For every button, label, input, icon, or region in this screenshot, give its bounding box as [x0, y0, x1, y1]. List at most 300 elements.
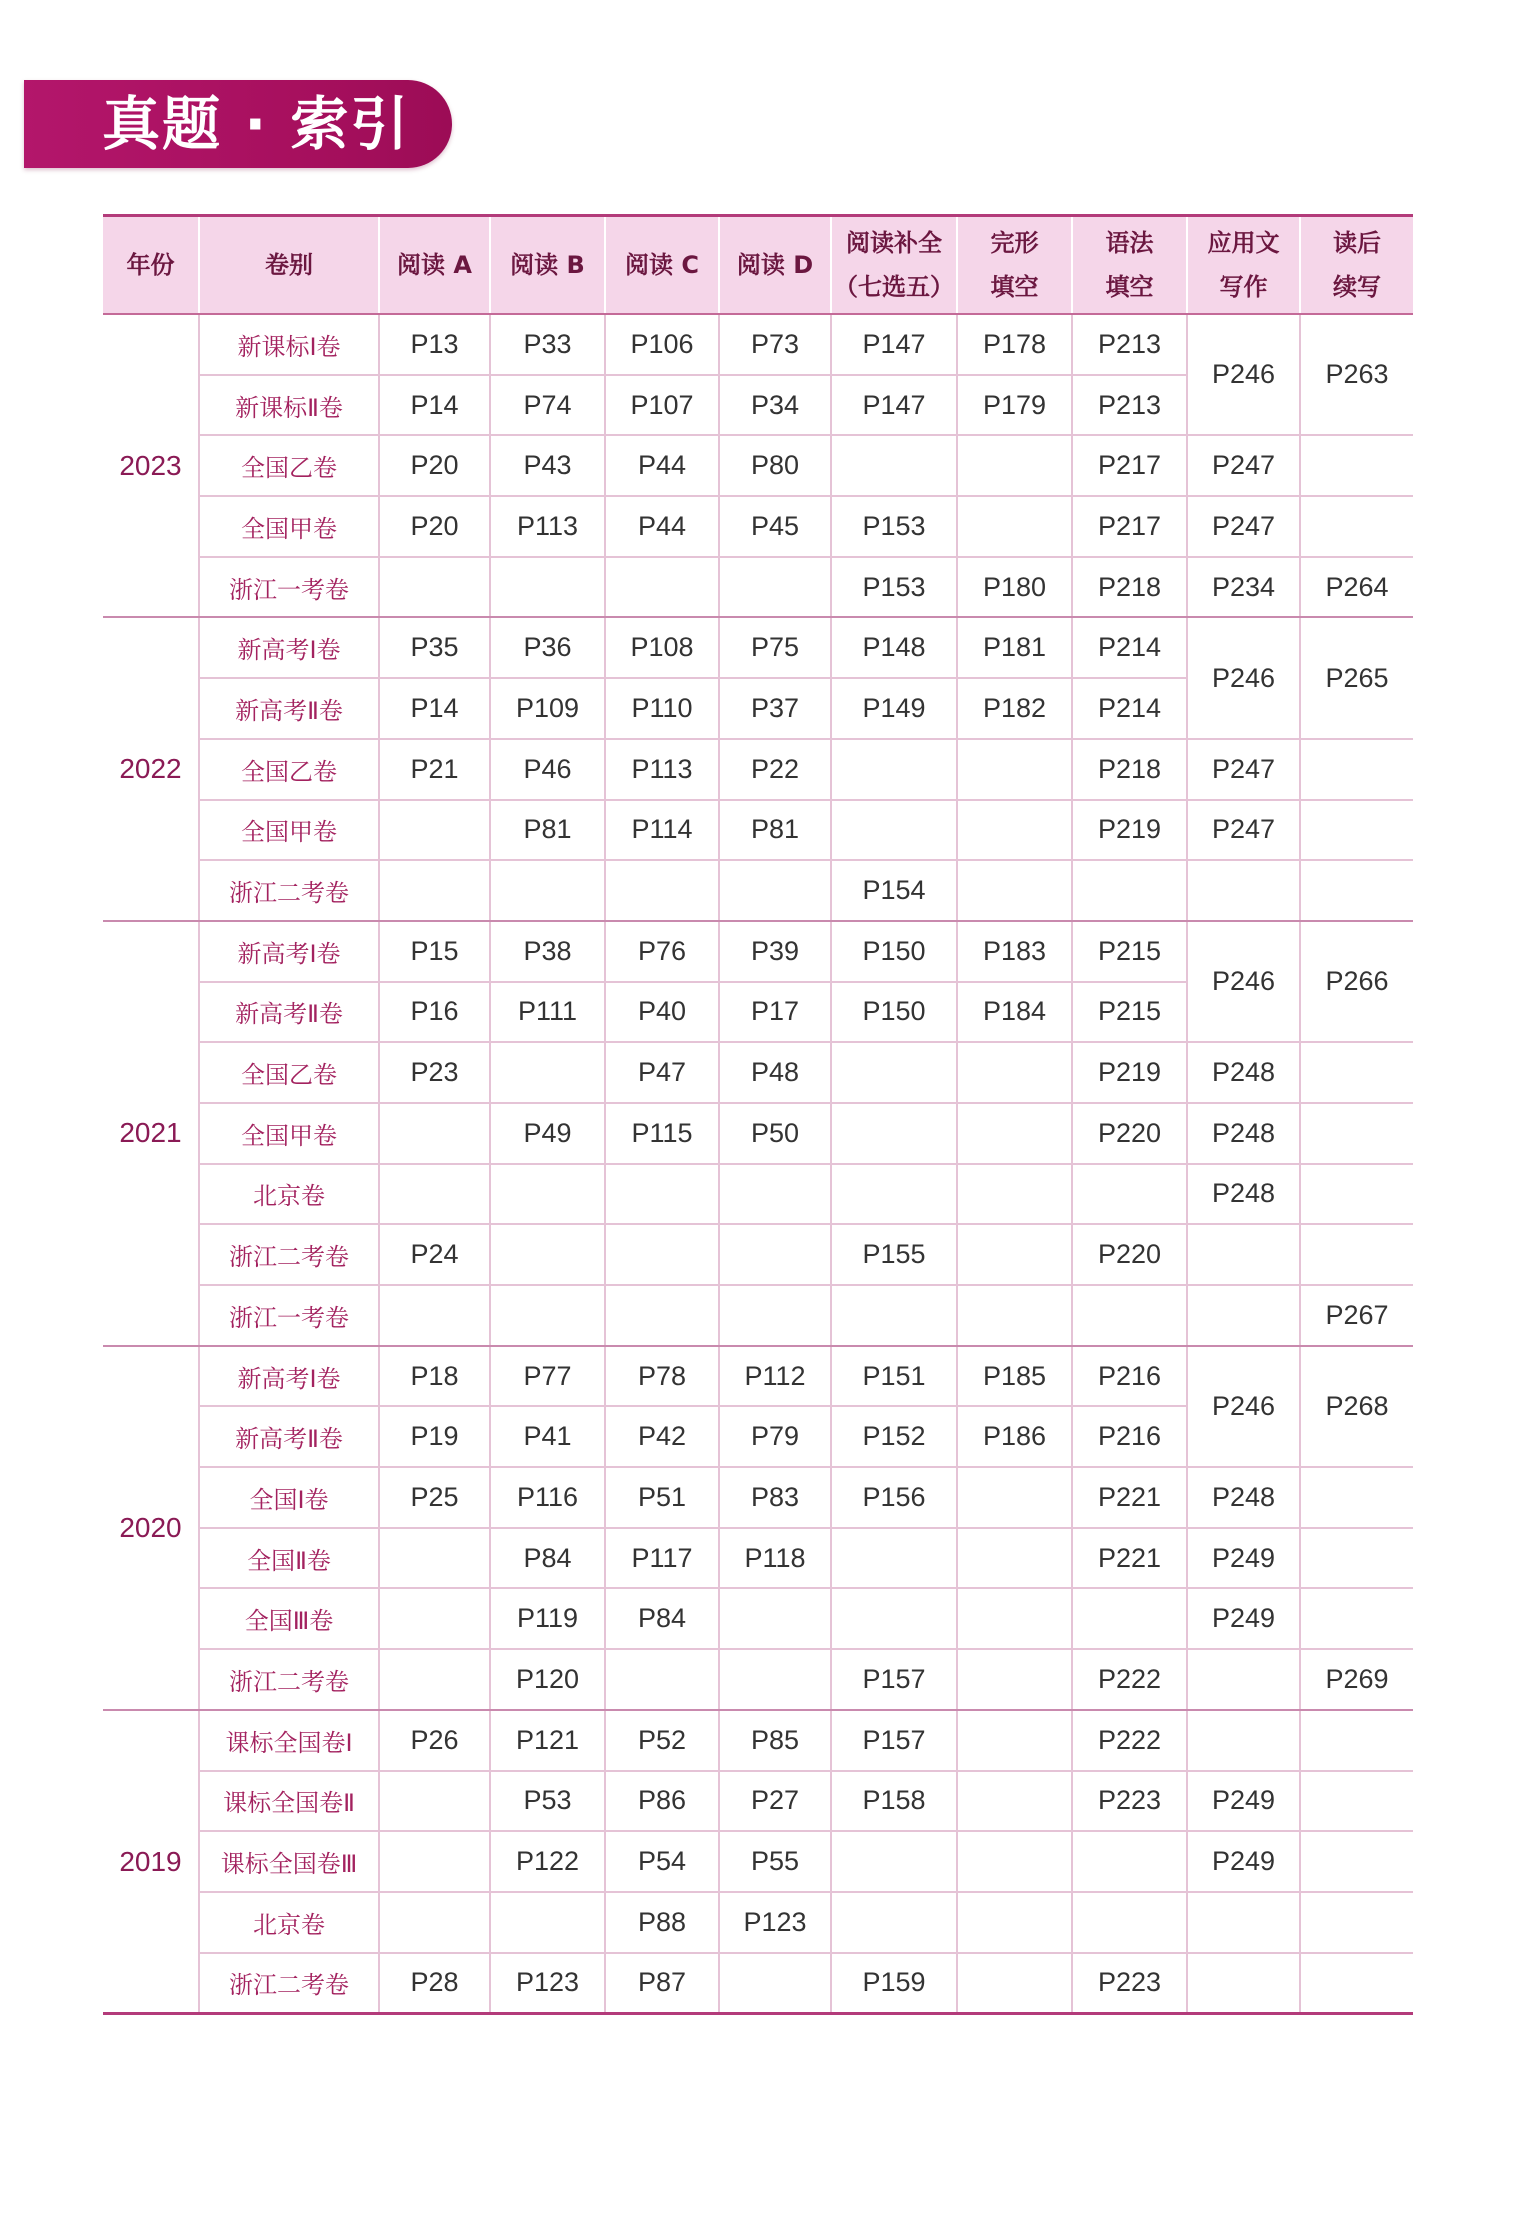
page-ref-cell: P38 — [490, 921, 605, 982]
continuation-cell — [1300, 860, 1413, 921]
continuation-cell: P265 — [1300, 617, 1413, 738]
writing-cell: P247 — [1187, 739, 1300, 800]
writing-cell — [1187, 1285, 1300, 1346]
page-ref-cell: P55 — [719, 1831, 831, 1892]
table-row — [103, 1042, 1413, 1103]
page-ref-cell — [957, 1467, 1072, 1528]
volume-cell: 浙江二考卷 — [199, 860, 379, 921]
page-ref-cell — [1072, 1831, 1187, 1892]
page-ref-cell: P217 — [1072, 496, 1187, 557]
page-ref-cell: P83 — [719, 1467, 831, 1528]
page-ref-cell: P184 — [957, 982, 1072, 1043]
volume-cell: 浙江二考卷 — [199, 1953, 379, 2014]
table-row — [103, 860, 1413, 921]
page-ref-cell — [831, 1528, 957, 1589]
page-ref-cell: P44 — [605, 496, 719, 557]
table-row — [103, 1953, 1413, 2014]
page-ref-cell — [379, 1528, 490, 1589]
page-ref-cell: P122 — [490, 1831, 605, 1892]
page-ref-cell — [957, 496, 1072, 557]
page-ref-cell: P53 — [490, 1771, 605, 1832]
page-ref-cell: P118 — [719, 1528, 831, 1589]
page-ref-cell: P149 — [831, 678, 957, 739]
page-ref-cell — [605, 1224, 719, 1285]
page-ref-cell: P222 — [1072, 1710, 1187, 1771]
page-ref-cell: P87 — [605, 1953, 719, 2014]
page-ref-cell: P73 — [719, 314, 831, 375]
page-ref-cell: P215 — [1072, 921, 1187, 982]
writing-cell — [1187, 1892, 1300, 1953]
page-ref-cell — [831, 1164, 957, 1225]
page-ref-cell — [957, 1649, 1072, 1710]
table-row — [103, 1346, 1413, 1407]
page-ref-cell: P80 — [719, 435, 831, 496]
writing-cell: P248 — [1187, 1467, 1300, 1528]
page-ref-cell: P217 — [1072, 435, 1187, 496]
page-ref-cell — [957, 860, 1072, 921]
header-reading-b: 阅读 B — [490, 216, 605, 315]
page-ref-cell — [957, 1164, 1072, 1225]
page-ref-cell — [719, 1164, 831, 1225]
page-ref-cell: P14 — [379, 678, 490, 739]
page-ref-cell — [719, 1953, 831, 2014]
continuation-cell — [1300, 1710, 1413, 1771]
page-ref-cell — [1072, 1892, 1187, 1953]
volume-cell: 全国乙卷 — [199, 435, 379, 496]
page-ref-cell — [379, 1164, 490, 1225]
page-ref-cell: P117 — [605, 1528, 719, 1589]
page-ref-cell — [379, 800, 490, 861]
volume-cell: 课标全国卷Ⅲ — [199, 1831, 379, 1892]
page-ref-cell: P37 — [719, 678, 831, 739]
header-continuation-line2: 续写 — [1333, 273, 1381, 301]
page-ref-cell: P86 — [605, 1771, 719, 1832]
page-ref-cell: P220 — [1072, 1103, 1187, 1164]
table-row — [103, 1710, 1413, 1771]
page-ref-cell: P215 — [1072, 982, 1187, 1043]
page-ref-cell — [605, 860, 719, 921]
table-row — [103, 1164, 1413, 1225]
page-ref-cell — [490, 1224, 605, 1285]
header-seven-choose-five-line1: 阅读补全 — [846, 229, 942, 257]
page-ref-cell: P221 — [1072, 1528, 1187, 1589]
page-ref-cell: P150 — [831, 921, 957, 982]
page-ref-cell — [379, 1588, 490, 1649]
header-row — [103, 216, 1413, 315]
writing-cell — [1187, 1710, 1300, 1771]
page-ref-cell: P223 — [1072, 1771, 1187, 1832]
page-ref-cell — [831, 1285, 957, 1346]
volume-cell: 浙江二考卷 — [199, 1224, 379, 1285]
continuation-cell — [1300, 1892, 1413, 1953]
table-row — [103, 1285, 1413, 1346]
page-ref-cell: P223 — [1072, 1953, 1187, 2014]
page-ref-cell: P111 — [490, 982, 605, 1043]
page-ref-cell: P20 — [379, 496, 490, 557]
page-ref-cell — [490, 1042, 605, 1103]
table-body — [103, 314, 1413, 2014]
page-ref-cell: P84 — [490, 1528, 605, 1589]
page-ref-cell: P219 — [1072, 1042, 1187, 1103]
page-ref-cell — [605, 1285, 719, 1346]
page-ref-cell — [379, 1103, 490, 1164]
volume-cell: 新高考Ⅰ卷 — [199, 921, 379, 982]
page-ref-cell: P109 — [490, 678, 605, 739]
page-ref-cell — [957, 1831, 1072, 1892]
page-ref-cell: P219 — [1072, 800, 1187, 861]
table-row — [103, 1528, 1413, 1589]
writing-cell: P246 — [1187, 1346, 1300, 1467]
writing-cell — [1187, 860, 1300, 921]
page-ref-cell — [719, 1588, 831, 1649]
writing-cell: P247 — [1187, 800, 1300, 861]
page-ref-cell — [831, 1588, 957, 1649]
header-continuation-line1: 读后 — [1333, 229, 1381, 257]
year-cell: 2023 — [103, 314, 199, 617]
page-ref-cell: P76 — [605, 921, 719, 982]
writing-cell: P246 — [1187, 314, 1300, 435]
index-table — [103, 214, 1413, 2015]
header-year: 年份 — [103, 216, 199, 315]
page-ref-cell: P150 — [831, 982, 957, 1043]
page-ref-cell: P15 — [379, 921, 490, 982]
page-ref-cell: P48 — [719, 1042, 831, 1103]
page-ref-cell: P220 — [1072, 1224, 1187, 1285]
page-ref-cell: P155 — [831, 1224, 957, 1285]
continuation-cell: P263 — [1300, 314, 1413, 435]
page-title: 真题 · 索引 — [102, 90, 411, 158]
page-ref-cell: P51 — [605, 1467, 719, 1528]
page-ref-cell: P22 — [719, 739, 831, 800]
table-row — [103, 1224, 1413, 1285]
volume-cell: 浙江一考卷 — [199, 557, 379, 618]
page-ref-cell: P79 — [719, 1406, 831, 1467]
page-ref-cell: P81 — [490, 800, 605, 861]
page-ref-cell: P25 — [379, 1467, 490, 1528]
volume-cell: 新课标Ⅰ卷 — [199, 314, 379, 375]
page-ref-cell — [719, 860, 831, 921]
page-ref-cell — [605, 557, 719, 618]
page-ref-cell — [379, 1831, 490, 1892]
page-ref-cell — [379, 1649, 490, 1710]
page-ref-cell — [957, 1224, 1072, 1285]
page-ref-cell: P47 — [605, 1042, 719, 1103]
writing-cell — [1187, 1224, 1300, 1285]
continuation-cell — [1300, 1164, 1413, 1225]
table-row — [103, 1103, 1413, 1164]
page-ref-cell: P52 — [605, 1710, 719, 1771]
page-ref-cell — [957, 1285, 1072, 1346]
volume-cell: 全国乙卷 — [199, 739, 379, 800]
page-ref-cell: P20 — [379, 435, 490, 496]
page-ref-cell: P114 — [605, 800, 719, 861]
continuation-cell — [1300, 1528, 1413, 1589]
continuation-cell — [1300, 1103, 1413, 1164]
page-ref-cell: P116 — [490, 1467, 605, 1528]
writing-cell: P246 — [1187, 921, 1300, 1042]
page-ref-cell: P183 — [957, 921, 1072, 982]
page-ref-cell: P180 — [957, 557, 1072, 618]
page-ref-cell: P120 — [490, 1649, 605, 1710]
volume-cell: 新课标Ⅱ卷 — [199, 375, 379, 436]
header-writing-line1: 应用文 — [1207, 229, 1280, 257]
header-cloze-line2: 填空 — [990, 273, 1039, 301]
page-ref-cell — [379, 860, 490, 921]
page-ref-cell: P74 — [490, 375, 605, 436]
page-ref-cell — [605, 1164, 719, 1225]
page-ref-cell — [1072, 1164, 1187, 1225]
page-ref-cell: P148 — [831, 617, 957, 678]
page-ref-cell: P147 — [831, 375, 957, 436]
page-ref-cell: P27 — [719, 1771, 831, 1832]
continuation-cell: P266 — [1300, 921, 1413, 1042]
volume-cell: 全国甲卷 — [199, 496, 379, 557]
writing-cell: P247 — [1187, 435, 1300, 496]
table-row — [103, 314, 1413, 375]
page-ref-cell — [379, 1285, 490, 1346]
page-ref-cell: P178 — [957, 314, 1072, 375]
page-ref-cell — [831, 1042, 957, 1103]
page-ref-cell — [957, 1710, 1072, 1771]
page-ref-cell — [379, 1771, 490, 1832]
table-row — [103, 1892, 1413, 1953]
writing-cell: P246 — [1187, 617, 1300, 738]
header-cloze — [957, 216, 1072, 315]
writing-cell: P248 — [1187, 1042, 1300, 1103]
page-ref-cell — [831, 739, 957, 800]
page-ref-cell: P213 — [1072, 375, 1187, 436]
page-ref-cell — [1072, 1285, 1187, 1346]
page-ref-cell: P13 — [379, 314, 490, 375]
page-ref-cell: P218 — [1072, 557, 1187, 618]
page-ref-cell: P123 — [490, 1953, 605, 2014]
page-ref-cell: P39 — [719, 921, 831, 982]
page-ref-cell — [605, 1649, 719, 1710]
page-ref-cell: P119 — [490, 1588, 605, 1649]
page-ref-cell: P49 — [490, 1103, 605, 1164]
page-ref-cell: P216 — [1072, 1346, 1187, 1407]
header-seven-choose-five-line2: （七选五） — [834, 273, 954, 301]
page-ref-cell: P43 — [490, 435, 605, 496]
table-row — [103, 1649, 1413, 1710]
header-reading-a: 阅读 A — [379, 216, 490, 315]
continuation-cell — [1300, 1588, 1413, 1649]
continuation-cell — [1300, 435, 1413, 496]
page-ref-cell: P50 — [719, 1103, 831, 1164]
table-row — [103, 1588, 1413, 1649]
page-ref-cell: P77 — [490, 1346, 605, 1407]
page-ref-cell: P18 — [379, 1346, 490, 1407]
table-row — [103, 800, 1413, 861]
page-ref-cell: P19 — [379, 1406, 490, 1467]
page-ref-cell — [831, 435, 957, 496]
page-ref-cell: P181 — [957, 617, 1072, 678]
page-ref-cell — [957, 1771, 1072, 1832]
page-ref-cell — [719, 1285, 831, 1346]
page-ref-cell: P157 — [831, 1710, 957, 1771]
page-ref-cell — [957, 1528, 1072, 1589]
page-ref-cell: P81 — [719, 800, 831, 861]
volume-cell: 新高考Ⅰ卷 — [199, 617, 379, 678]
page-ref-cell — [490, 1285, 605, 1346]
continuation-cell — [1300, 1953, 1413, 2014]
page-ref-cell: P110 — [605, 678, 719, 739]
page-ref-cell: P153 — [831, 557, 957, 618]
page-ref-cell — [957, 1103, 1072, 1164]
table-row — [103, 921, 1413, 982]
page-ref-cell — [831, 1892, 957, 1953]
volume-cell: 全国Ⅲ卷 — [199, 1588, 379, 1649]
header-seven-choose-five — [831, 216, 957, 315]
continuation-cell: P267 — [1300, 1285, 1413, 1346]
continuation-cell — [1300, 1042, 1413, 1103]
page-ref-cell: P16 — [379, 982, 490, 1043]
header-reading-d: 阅读 D — [719, 216, 831, 315]
page-ref-cell — [957, 800, 1072, 861]
page-ref-cell: P78 — [605, 1346, 719, 1407]
page-ref-cell: P36 — [490, 617, 605, 678]
continuation-cell — [1300, 1771, 1413, 1832]
page-ref-cell: P158 — [831, 1771, 957, 1832]
year-cell: 2019 — [103, 1710, 199, 2014]
page-ref-cell: P222 — [1072, 1649, 1187, 1710]
page-ref-cell: P34 — [719, 375, 831, 436]
continuation-cell — [1300, 800, 1413, 861]
page-ref-cell — [957, 1953, 1072, 2014]
volume-cell: 新高考Ⅱ卷 — [199, 1406, 379, 1467]
continuation-cell — [1300, 496, 1413, 557]
page-ref-cell: P159 — [831, 1953, 957, 2014]
writing-cell: P248 — [1187, 1164, 1300, 1225]
page-ref-cell: P108 — [605, 617, 719, 678]
page-ref-cell — [957, 1892, 1072, 1953]
page-ref-cell — [957, 1588, 1072, 1649]
table-row — [103, 1467, 1413, 1528]
page-ref-cell: P213 — [1072, 314, 1187, 375]
page-ref-cell: P14 — [379, 375, 490, 436]
page-ref-cell — [1072, 1588, 1187, 1649]
page-ref-cell: P85 — [719, 1710, 831, 1771]
page-ref-cell: P33 — [490, 314, 605, 375]
volume-cell: 全国乙卷 — [199, 1042, 379, 1103]
page-ref-cell: P35 — [379, 617, 490, 678]
page-ref-cell: P115 — [605, 1103, 719, 1164]
page-ref-cell — [719, 557, 831, 618]
page-ref-cell: P88 — [605, 1892, 719, 1953]
table-row — [103, 496, 1413, 557]
page-ref-cell: P152 — [831, 1406, 957, 1467]
page-ref-cell: P24 — [379, 1224, 490, 1285]
volume-cell: 北京卷 — [199, 1892, 379, 1953]
page-ref-cell: P23 — [379, 1042, 490, 1103]
page-ref-cell: P185 — [957, 1346, 1072, 1407]
page-ref-cell: P214 — [1072, 678, 1187, 739]
page-ref-cell — [719, 1649, 831, 1710]
continuation-cell: P269 — [1300, 1649, 1413, 1710]
continuation-cell — [1300, 1467, 1413, 1528]
table-row — [103, 557, 1413, 618]
page-ref-cell — [379, 1892, 490, 1953]
page-ref-cell: P147 — [831, 314, 957, 375]
page-ref-cell — [490, 557, 605, 618]
header-grammar — [1072, 216, 1187, 315]
page-ref-cell — [1072, 860, 1187, 921]
page-ref-cell: P157 — [831, 1649, 957, 1710]
writing-cell — [1187, 1953, 1300, 2014]
header-writing-line2: 写作 — [1219, 273, 1268, 301]
page-ref-cell: P106 — [605, 314, 719, 375]
header-volume: 卷别 — [199, 216, 379, 315]
page-ref-cell: P154 — [831, 860, 957, 921]
page-ref-cell — [379, 557, 490, 618]
volume-cell: 北京卷 — [199, 1164, 379, 1225]
volume-cell: 课标全国卷Ⅱ — [199, 1771, 379, 1832]
table-row — [103, 1771, 1413, 1832]
page-ref-cell: P214 — [1072, 617, 1187, 678]
volume-cell: 浙江二考卷 — [199, 1649, 379, 1710]
page-ref-cell: P26 — [379, 1710, 490, 1771]
writing-cell: P249 — [1187, 1771, 1300, 1832]
page-ref-cell: P44 — [605, 435, 719, 496]
header-grammar-line1: 语法 — [1105, 229, 1154, 257]
page-ref-cell — [957, 435, 1072, 496]
volume-cell: 浙江一考卷 — [199, 1285, 379, 1346]
volume-cell: 全国Ⅱ卷 — [199, 1528, 379, 1589]
continuation-cell — [1300, 1831, 1413, 1892]
page-ref-cell: P218 — [1072, 739, 1187, 800]
year-cell: 2022 — [103, 617, 199, 920]
page-ref-cell: P28 — [379, 1953, 490, 2014]
writing-cell: P249 — [1187, 1528, 1300, 1589]
page-ref-cell: P182 — [957, 678, 1072, 739]
page-ref-cell: P107 — [605, 375, 719, 436]
header-cloze-line1: 完形 — [990, 229, 1039, 257]
page-ref-cell: P54 — [605, 1831, 719, 1892]
page-ref-cell: P112 — [719, 1346, 831, 1407]
header-continuation — [1300, 216, 1413, 315]
page-ref-cell: P41 — [490, 1406, 605, 1467]
page-ref-cell: P156 — [831, 1467, 957, 1528]
section-banner — [24, 80, 452, 168]
volume-cell: 新高考Ⅱ卷 — [199, 982, 379, 1043]
page-ref-cell: P75 — [719, 617, 831, 678]
writing-cell: P247 — [1187, 496, 1300, 557]
page-ref-cell — [490, 1164, 605, 1225]
header-writing — [1187, 216, 1300, 315]
volume-cell: 全国Ⅰ卷 — [199, 1467, 379, 1528]
continuation-cell: P264 — [1300, 557, 1413, 618]
page-ref-cell — [957, 1042, 1072, 1103]
year-cell: 2021 — [103, 921, 199, 1346]
page-ref-cell: P186 — [957, 1406, 1072, 1467]
page-ref-cell: P221 — [1072, 1467, 1187, 1528]
continuation-cell — [1300, 739, 1413, 800]
page-ref-cell — [957, 739, 1072, 800]
writing-cell: P248 — [1187, 1103, 1300, 1164]
continuation-cell: P268 — [1300, 1346, 1413, 1467]
table-row — [103, 739, 1413, 800]
year-cell: 2020 — [103, 1346, 199, 1710]
page-ref-cell — [831, 800, 957, 861]
header-reading-c: 阅读 C — [605, 216, 719, 315]
page-ref-cell: P113 — [490, 496, 605, 557]
table-row — [103, 1831, 1413, 1892]
page-ref-cell: P216 — [1072, 1406, 1187, 1467]
page-ref-cell — [490, 1892, 605, 1953]
page-ref-cell: P153 — [831, 496, 957, 557]
page-ref-cell — [490, 860, 605, 921]
writing-cell: P249 — [1187, 1588, 1300, 1649]
